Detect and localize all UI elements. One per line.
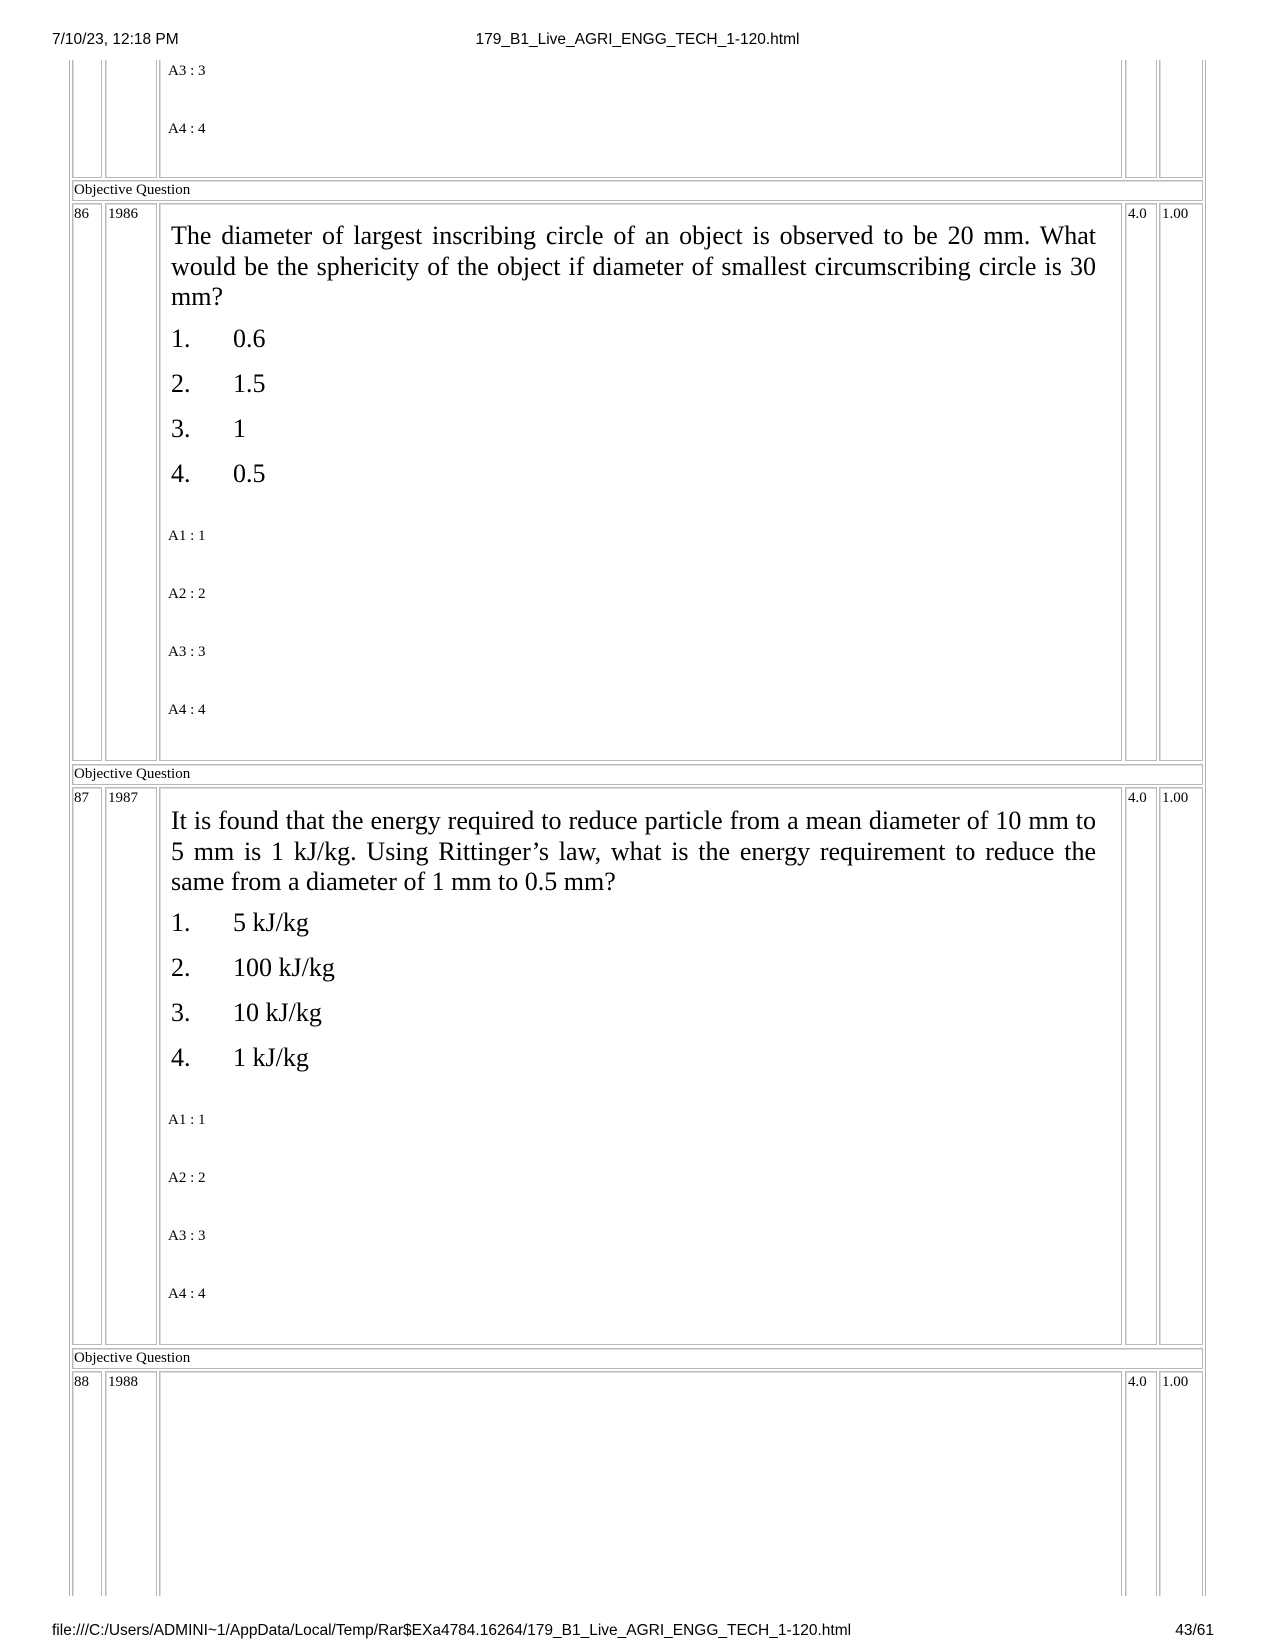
question-text: It is found that the energy required to reduce particle from a mean diameter of 10 mm to 5 mm is 1 kJ/kg. Using Rittinger’s law, what is the energy requirement to reduce the same from a diameter of 1 mm to 0.5 mm?: [171, 806, 1096, 896]
answer-key: A4 : 4: [168, 1286, 206, 1302]
question-cell: [159, 1371, 1122, 1596]
page-number: 43/61: [1175, 1622, 1214, 1639]
answer-key: A4 : 4: [168, 702, 206, 718]
option-item: [171, 369, 266, 399]
option-number: 1.: [171, 324, 191, 353]
negative-marks-cell: [1159, 787, 1203, 1345]
print-file-title: 179_B1_Live_AGRI_ENGG_TECH_1-120.html: [475, 31, 800, 48]
marks-value: 4.0: [1128, 1374, 1147, 1390]
prev-qid-cell: [105, 60, 157, 178]
option-number: 1.: [171, 908, 191, 937]
prev-marks-cell: [1125, 60, 1157, 178]
option-number: 2.: [171, 369, 191, 398]
sno-cell: [72, 203, 102, 761]
answer-key: A2 : 2: [168, 586, 206, 602]
print-file-path: file:///C:/Users/ADMINI~1/AppData/Local/Temp/Rar$EXa4784.16264/179_B1_Live_AGRI_ENGG_TECH_1-120.html: [52, 1622, 852, 1639]
negative-marks-value: 1.00: [1162, 1374, 1189, 1390]
question-table: [0, 60, 1275, 1596]
marks-value: 4.0: [1128, 790, 1147, 806]
question-type-label: Objective Question: [74, 182, 191, 198]
negative-marks-value: 1.00: [1162, 206, 1189, 222]
option-item: [171, 1043, 309, 1073]
option-number: 3.: [171, 998, 191, 1027]
marks-cell: [1125, 203, 1157, 761]
marks-cell: [1125, 1371, 1157, 1596]
option-number: 3.: [171, 414, 191, 443]
option-item: [171, 953, 335, 983]
qid-cell: [105, 1371, 157, 1596]
question-type-label: Objective Question: [74, 766, 191, 782]
print-footer: [0, 1622, 1275, 1642]
sno-cell: [72, 787, 102, 1345]
option-text: 0.6: [233, 324, 266, 353]
option-item: [171, 414, 246, 444]
print-header: [0, 31, 1275, 51]
question-type-row: [72, 764, 1203, 785]
answer-key: A4 : 4: [168, 121, 206, 137]
question-type-row: [72, 180, 1203, 201]
question-serial-number: 88: [74, 1374, 89, 1390]
answer-key: A1 : 1: [168, 528, 206, 544]
prev-negative-cell: [1159, 60, 1203, 178]
answer-key: A3 : 3: [168, 644, 206, 660]
question-serial-number: 87: [74, 790, 89, 806]
question-id: 1988: [108, 1374, 138, 1390]
answer-key: A1 : 1: [168, 1112, 206, 1128]
table-right-border: [1205, 60, 1206, 1596]
qid-cell: [105, 787, 157, 1345]
option-number: 4.: [171, 459, 191, 488]
negative-marks-cell: [1159, 1371, 1203, 1596]
option-item: [171, 998, 322, 1028]
question-id: 1986: [108, 206, 138, 222]
answer-key: A3 : 3: [168, 1228, 206, 1244]
option-number: 4.: [171, 1043, 191, 1072]
option-text: 1: [233, 414, 246, 443]
negative-marks-value: 1.00: [1162, 790, 1189, 806]
option-number: 2.: [171, 953, 191, 982]
table-left-border: [69, 60, 70, 1596]
answer-key: A2 : 2: [168, 1170, 206, 1186]
option-item: [171, 459, 266, 489]
marks-value: 4.0: [1128, 206, 1147, 222]
print-datetime: 7/10/23, 12:18 PM: [52, 31, 179, 48]
qid-cell: [105, 203, 157, 761]
option-text: 0.5: [233, 459, 266, 488]
option-text: 10 kJ/kg: [233, 998, 322, 1027]
question-type-label: Objective Question: [74, 1350, 191, 1366]
question-type-row: [72, 1348, 1203, 1369]
option-text: 1 kJ/kg: [233, 1043, 309, 1072]
question-text: The diameter of largest inscribing circle of an object is observed to be 20 mm. What would be the sphericity of the object if diameter of smallest circumscribing circle is 30 mm?: [171, 221, 1096, 311]
option-text: 100 kJ/kg: [233, 953, 335, 982]
option-text: 1.5: [233, 369, 266, 398]
answer-key: A3 : 3: [168, 63, 206, 79]
question-id: 1987: [108, 790, 138, 806]
option-text: 5 kJ/kg: [233, 908, 309, 937]
option-item: [171, 324, 266, 354]
negative-marks-cell: [1159, 203, 1203, 761]
prev-question-cell: [159, 60, 1122, 178]
sno-cell: [72, 1371, 102, 1596]
prev-sno-cell: [72, 60, 102, 178]
option-item: [171, 908, 309, 938]
marks-cell: [1125, 787, 1157, 1345]
question-serial-number: 86: [74, 206, 89, 222]
